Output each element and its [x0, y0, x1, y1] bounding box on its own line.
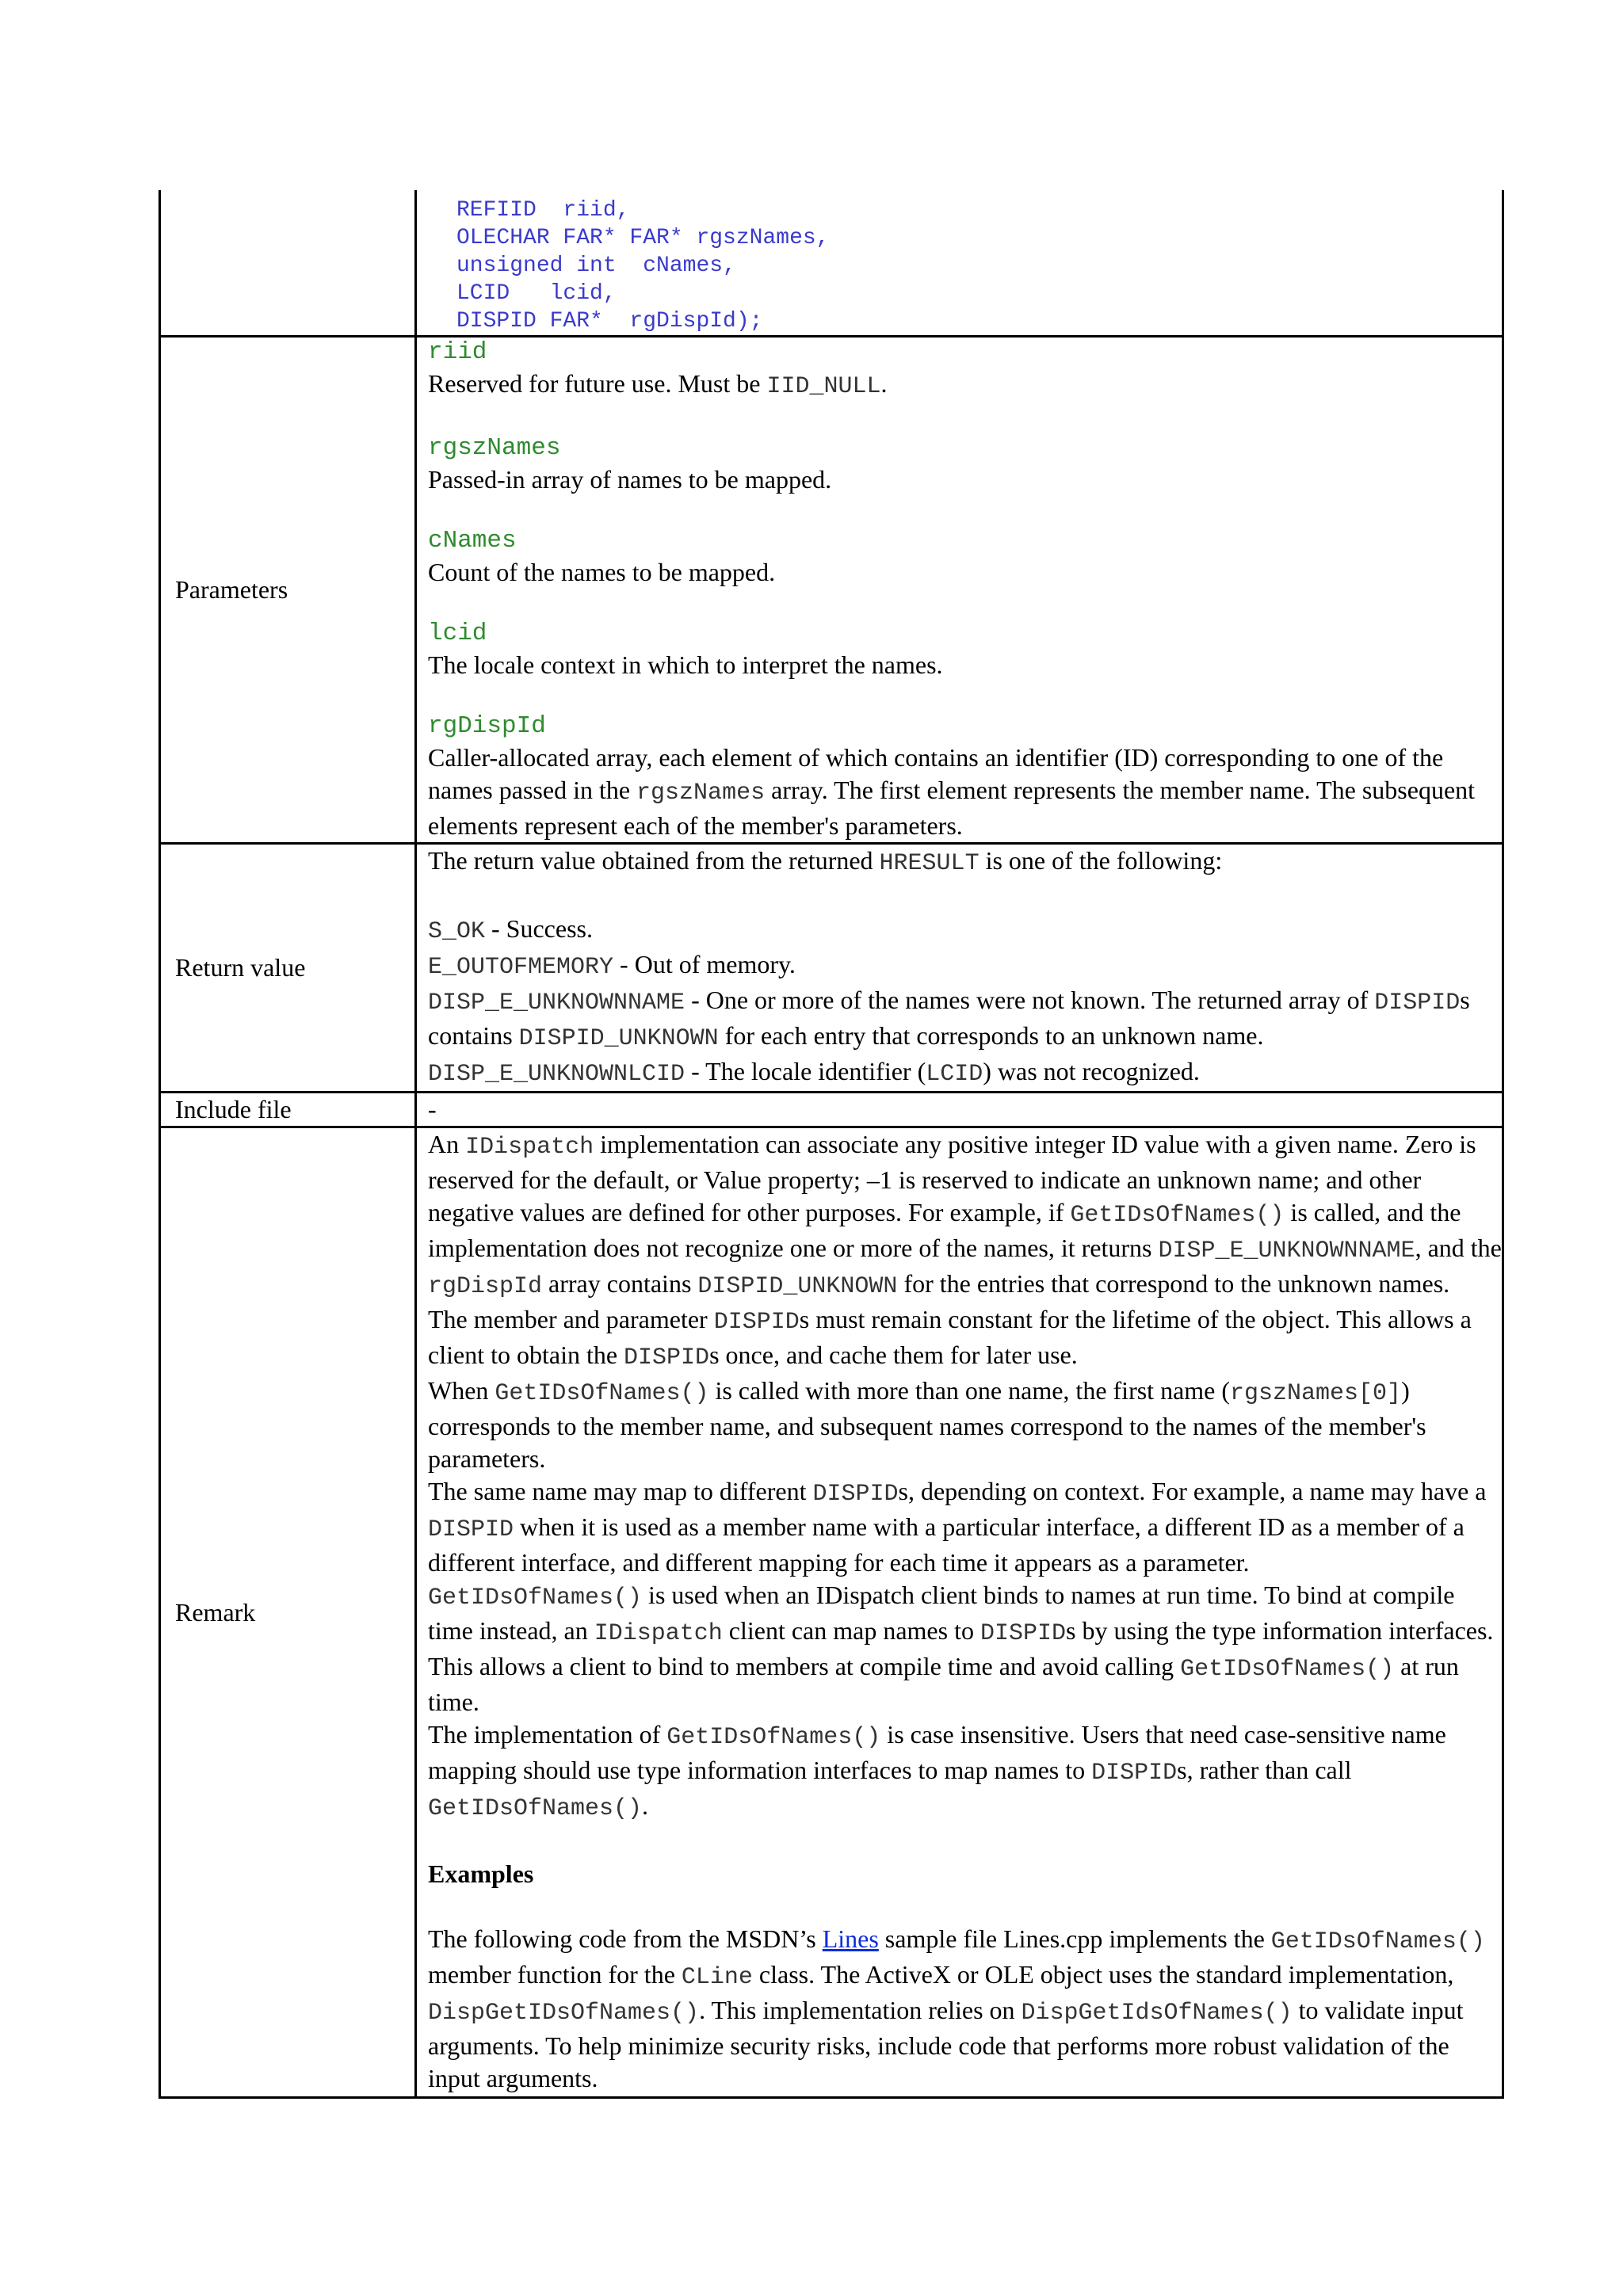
param-desc-cnames: Count of the names to be mapped. [428, 558, 776, 586]
signature-line: LCID lcid, [456, 281, 617, 306]
include-file-label: Include file [160, 1093, 416, 1127]
parameters-label: Parameters [160, 337, 416, 844]
return-value-label: Return value [160, 844, 416, 1093]
remark-paragraph-4: The same name may map to different DISPIDs, depending on context. For example, a name may have a DISPID when it is used as a member name with a particular interface, a different ID as a member of a different interface, and different mapping for each time it appears as a parameter. [428, 1477, 1487, 1577]
signature-line: DISPID FAR* rgDispId); [456, 309, 763, 334]
remark-label: Remark [160, 1127, 416, 2098]
param-name-lcid: lcid [428, 620, 487, 647]
remark-paragraph-6: The implementation of GetIDsOfNames() is case insensitive. Users that need case-sensitive name mapping should use type information interfaces to map names to DISPIDs, rather than call GetIDsOfNames(). [428, 1720, 1446, 1822]
return-s-ok: S_OK - Success. [428, 914, 593, 945]
include-file-value: - [416, 1093, 1503, 1127]
remark-cell [416, 1127, 1503, 2098]
signature-row [160, 190, 1503, 337]
param-desc-rgsznames: Passed-in array of names to be mapped. [428, 465, 832, 494]
remark-paragraph-1: An IDispatch implementation can associate any positive integer ID value with a given name. Zero is reserved for the default, or Value property; –1 is reserved to indicate an unknown name; and other negative values are defined for other purposes. For example, if GetIDsOfNames() is called, and the implementation does not recognize one or more of the names, it returns DISP_E_UNKNOWNNAME, and the rgDispId array contains DISPID_UNKNOWN for the entries that correspond to the unknown names. [428, 1130, 1502, 1300]
return-value-cell [416, 844, 1503, 1093]
param-desc-lcid: The locale context in which to interpret the names. [428, 650, 943, 679]
return-value-row [160, 844, 1503, 1093]
api-reference-table [158, 190, 1504, 2099]
remark-paragraph-2: The member and parameter DISPIDs must remain constant for the lifetime of the object. This allows a client to obtain the DISPIDs once, and cache them for later use. [428, 1305, 1472, 1371]
lines-sample-link[interactable]: Lines [822, 1924, 879, 1953]
return-intro: The return value obtained from the returned HRESULT is one of the following: [428, 846, 1223, 877]
param-desc-riid: Reserved for future use. Must be IID_NULL. [428, 369, 888, 400]
return-unknownname: DISP_E_UNKNOWNNAME - One or more of the names were not known. The returned array of DISPIDs contains DISPID_UNKNOWN for each entry that corresponds to an unknown name. [428, 986, 1470, 1052]
remark-row [160, 1127, 1503, 2098]
return-unknownlcid: DISP_E_UNKNOWNLCID - The locale identifier (LCID) was not recognized. [428, 1057, 1200, 1088]
param-name-rgdispid: rgDispId [428, 712, 546, 740]
param-desc-rgdispid: Caller-allocated array, each element of which contains an identifier (ID) corresponding to one of the names passed in the rgszNames array. The first element represents the member name. The subsequent elements represent each of the member's parameters. [428, 743, 1476, 840]
param-name-riid: riid [428, 338, 487, 366]
param-name-rgsznames: rgszNames [428, 434, 561, 462]
signature-line: REFIID riid, [456, 198, 630, 223]
signature-cell [416, 190, 1503, 337]
signature-label-cell [160, 190, 416, 337]
remark-paragraph-3: When GetIDsOfNames() is called with more than one name, the first name (rgszNames[0]) corresponds to the member name, and subsequent names correspond to the names of the member's parameters. [428, 1376, 1426, 1473]
remark-paragraph-5: GetIDsOfNames() is used when an IDispatch client binds to names at run time. To bind at compile time instead, an IDispatch client can map names to DISPIDs by using the type information interfaces. This allows a client to bind to members at compile time and avoid calling GetIDsOfNames() at run time. [428, 1581, 1494, 1716]
parameters-cell [416, 337, 1503, 844]
examples-paragraph: The following code from the MSDN’s Lines sample file Lines.cpp implements the GetIDsOfNames() member function for the CLine class. The ActiveX or OLE object uses the standard implementation, DispGetIDsOfNames(). This implementation relies on DispGetIdsOfNames() to validate input arguments. To help minimize security risks, include code that performs more robust validation of the input arguments. [428, 1924, 1485, 2092]
examples-heading: Examples [428, 1859, 534, 1888]
param-name-cnames: cNames [428, 527, 517, 555]
return-e-outofmemory: E_OUTOFMEMORY - Out of memory. [428, 950, 796, 981]
parameters-row [160, 337, 1503, 844]
signature-line: OLECHAR FAR* FAR* rgszNames, [456, 226, 830, 250]
signature-line: unsigned int cNames, [456, 254, 736, 278]
include-file-row [160, 1093, 1503, 1127]
